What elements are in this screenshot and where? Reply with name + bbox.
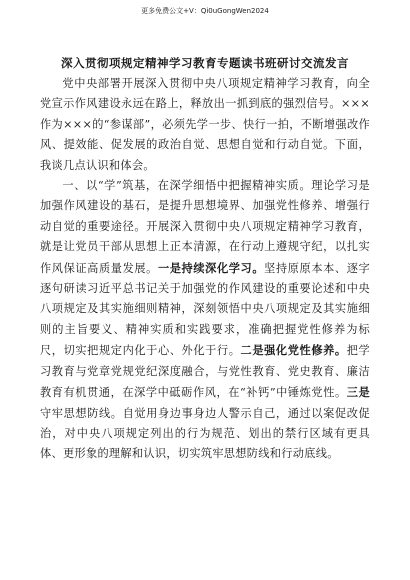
document-title: 深入贯彻项规定精神学习教育专题读书班研讨交流发言 bbox=[61, 56, 349, 70]
paragraph-text: 一、以“学”筑基，在深学细悟中把握精神实质。理论学习是加强作风建设的基石，是提升思想境界、加强党性修养、增强行动自觉的重要途径。开展深入贯彻中央八项规定精神学习教育，就是让党员干部从思想上正本清源，在行动上遵规守纪，以扎实作风保证高质量发展。 bbox=[40, 179, 370, 275]
paragraph-text: 把学习教育与党章党规党纪深度融合，与党性教育、党史教育、廉洁教育有机贯通，在深学中砥砺作风，在“补钙”中锤炼党性。 bbox=[40, 344, 371, 400]
paragraph-text: 守牢思想防线。自觉用身边事身边人警示自己，通过以案促改促治，对中央八项规定列出的行为规范、划出的禁行区域有更具体、更形象的理解和认识，切实筑牢思想防线和行动底线。 bbox=[40, 406, 370, 461]
document-body bbox=[40, 74, 370, 465]
emphasis-point-two: 二是强化党性修养。 bbox=[240, 343, 347, 358]
page-header: 更多免费公文+V：Qi0uGongWen2024 bbox=[141, 7, 269, 15]
paragraph-intro bbox=[40, 74, 370, 176]
paragraph-text: 党中央部署开展深入贯彻中央八项规定精神学习教育，向全党宣示作风建设永远在路上，释放出一抓到底的强烈信号。×××作为×××的“参谋部”，必须先学一步、快行一拍，不断增强改作风、提效能、促发展的政治自觉、思想自觉和行动自觉。下面，我谈几点认识和体会。 bbox=[40, 77, 370, 172]
paragraph-text: 坚持原原本本、逐字逐句研读习近平总书记关于加强党的作风建设的重要论述和中央八项规定及其实施细则精神，深刻领悟中央八项规定及其实施细则的主旨要义、精神实质和实践要求，准确把握党性修养为标尺，切实把规定内化于心、外化于行。 bbox=[40, 261, 370, 358]
paragraph-section-one bbox=[40, 176, 370, 465]
emphasis-point-three: 三是 bbox=[346, 385, 370, 400]
emphasis-point-one: 一是持续深化学习。 bbox=[157, 260, 265, 275]
